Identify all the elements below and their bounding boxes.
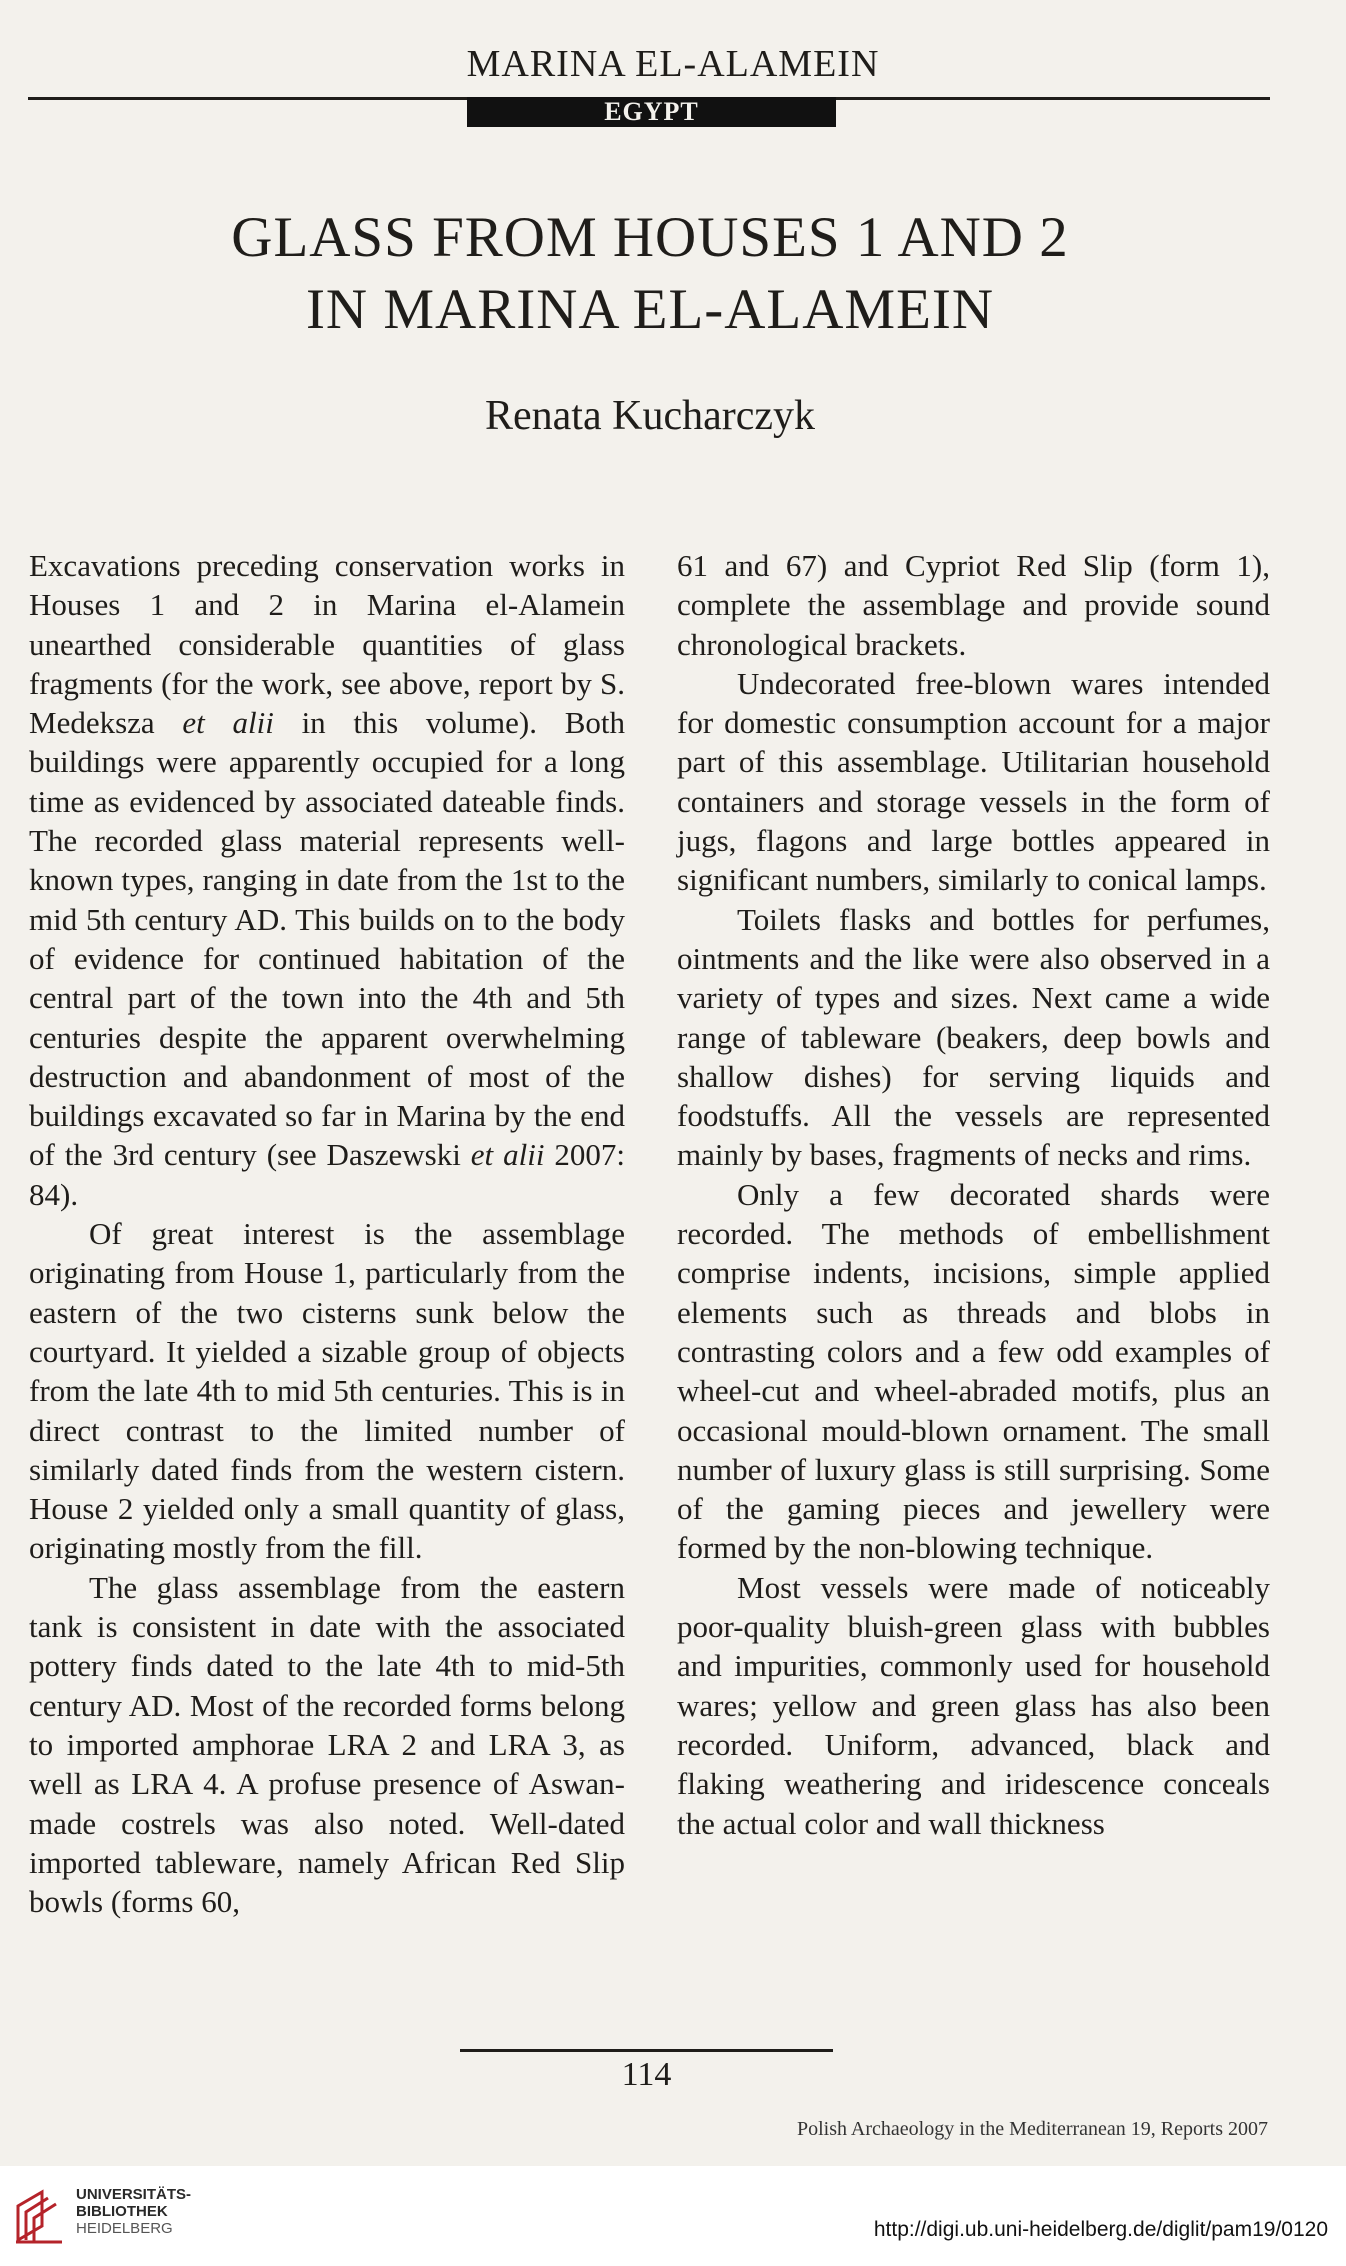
running-head: MARINA EL-ALAMEIN [466,43,880,85]
article-author: Renata Kucharczyk [485,393,815,439]
paragraph: Undecorated free-blown wares intended for domestic consumption account for a major part of this assemblage. Utilitarian household containers and storage vessels in the form of jugs, flagons and large bottles appeared in significant numbers, similarly to conical lamps. [677,665,1270,898]
page-number: 114 [621,2056,672,2093]
left-column [29,546,625,1921]
title-line-2: IN MARINA EL-ALAMEIN [305,278,995,341]
paragraph: Of great interest is the assemblage originating from House 1, particularly from the eastern of the two cisterns sunk below the courtyard. It yielded a sizable group of objects from the late 4th to mid 5th centuries. This is in direct contrast to the limited number of similarly dated finds from the western cistern. House 2 yielded only a small quantity of glass, originating mostly from the fill. [29,1216,625,1566]
library-logo-icon [12,2184,70,2246]
paragraph: 61 and 67) and Cypriot Red Slip (form 1), complete the assemblage and provide sound chronological brackets. [677,548,1270,662]
library-name-line: HEIDELBERG [76,2220,173,2237]
paragraph: The glass assemblage from the eastern tank is consistent in date with the associated pottery finds dated to the late 4th to mid-5th century AD. Most of the recorded forms belong to imported amphorae LRA 2 and LRA 3, as well as LRA 4. A profuse presence of Aswan-made costrels was also noted. Well-dated imported tableware, namely African Red Slip bowls (forms 60, [29,1569,625,1920]
article-title [0,202,1300,346]
library-footer-bar [0,2166,1346,2266]
right-column [677,546,1270,1843]
paragraph: Excavations preceding conservation works in Houses 1 and 2 in Marina el-Alamein unearthed considerable quantities of glass fragments (for the work, see above, report by S. Medeksza et alii in this volume). Both buildings were apparently occupied for a long time as evidenced by associated dateable finds. The recorded glass material represents well-known types, ranging in date from the 1st to the mid 5th century AD. This builds on to the body of evidence for continued habitation of the central part of the town into the 4th and 5th centuries despite the apparent overwhelming destruction and abandonment of most of the buildings excavated so far in Marina by the end of the 3rd century (see Daszewski et alii 2007: 84). [29,548,626,1212]
journal-citation: Polish Archaeology in the Mediterranean 19, Reports 2007 [796,2118,1268,2140]
paragraph: Only a few decorated shards were recorded. The methods of embellishment comprise indents, incisions, simple applied elements such as threads and blobs in contrasting colors and a few odd examples of wheel-cut and wheel-abraded motifs, plus an occasional mould-blown ornament. The small number of luxury glass is still surprising. Some of the gaming pieces and jewellery were formed by the non-blowing technique. [677,1176,1270,1566]
title-line-1: GLASS FROM HOUSES 1 AND 2 [231,206,1069,269]
library-name-line: BIBLIOTHEK [76,2203,168,2220]
digital-library-url[interactable]: http://digi.ub.uni-heidelberg.de/diglit/pam19/0120 [873,2218,1328,2241]
footer-rule [460,2049,833,2052]
section-badge: EGYPT [467,97,836,127]
library-name [76,2186,191,2237]
paragraph: Toilets flasks and bottles for perfumes, ointments and the like were also observed in a variety of types and sizes. Next came a wide range of tableware (beakers, deep bowls and shallow dishes) for serving liquids and foodstuffs. All the vessels are represented mainly by bases, fragments of necks and rims. [677,901,1270,1173]
library-name-line: UNIVERSITÄTS- [76,2186,192,2203]
paragraph: Most vessels were made of noticeably poor-quality bluish-green glass with bubbles and impurities, commonly used for household wares; yellow and green glass has also been recorded. Uniform, advanced, black and flaking weathering and iridescence conceals the actual color and wall thickness [677,1569,1270,1841]
